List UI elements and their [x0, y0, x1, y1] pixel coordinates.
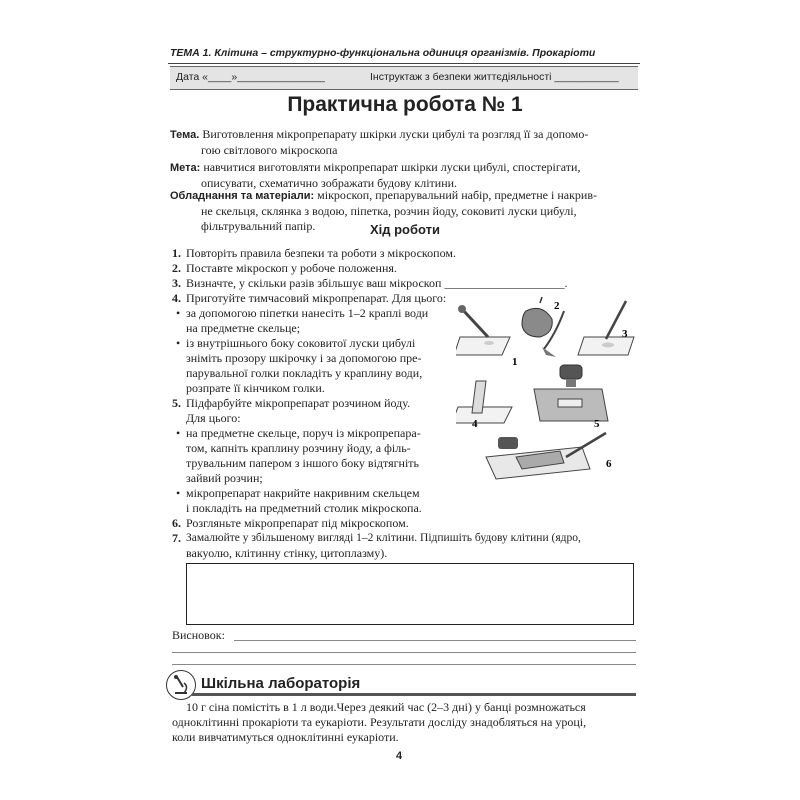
- topic-header: ТЕМА 1. Клітина – структурно-функціональна одиниця організмів. Прокаріоти: [170, 47, 596, 59]
- step-text: парувальної голки покладіть у краплину води,: [186, 366, 423, 380]
- step-text: і покладіть на предметний столик мікроскопа.: [186, 501, 422, 515]
- answer-line: [172, 652, 636, 653]
- bullet: •: [176, 486, 181, 500]
- answer-line: [234, 640, 636, 641]
- step-text: за допомогою піпетки нанесіть 1–2 краплі води: [186, 306, 429, 320]
- lab-text: 10 г сіна помістіть в 1 л води.Через деякий час (2–3 дні) у банці розмножаться: [186, 700, 586, 714]
- figure-label-3: 3: [622, 328, 628, 340]
- step-text: Повторіть правила безпеки та роботи з мікроскопом.: [186, 246, 456, 260]
- answer-line: [172, 664, 636, 665]
- equipment-label: Обладнання та матеріали:: [170, 190, 315, 202]
- step-number: 2.: [172, 261, 181, 275]
- step-text: зніміть прозору шкірочку і за допомогою пре-: [186, 351, 422, 365]
- bullet: •: [176, 306, 181, 320]
- procedure-illustration: [456, 297, 638, 482]
- theme-text: Виготовлення мікропрепарату шкірки луски цибулі та розгляд її за допомо-: [199, 127, 589, 141]
- step-text: із внутрішнього боку соковитої луски цибулі: [186, 336, 416, 350]
- bullet: •: [176, 336, 181, 350]
- figure-label-6: 6: [606, 458, 612, 470]
- conclusion-label: Висновок:: [172, 628, 225, 642]
- theme-paragraph: [170, 127, 640, 158]
- step-text: Розгляньте мікропрепарат під мікроскопом.: [186, 516, 409, 530]
- step-text: Приготуйте тимчасовий мікропрепарат. Для цього:: [186, 291, 447, 305]
- equipment-text: мікроскоп, препарувальний набір, предметне і накрив-: [314, 188, 597, 202]
- step-text: зайвий розчин;: [186, 471, 263, 485]
- school-lab-rule: [192, 693, 636, 696]
- steps-heading: Хід роботи: [369, 222, 441, 237]
- info-bar: [170, 66, 638, 90]
- step-text: Для цього:: [186, 411, 241, 425]
- step-text: на предметне скельце;: [186, 321, 301, 335]
- safety-briefing-field: Інструктаж з безпеки життєдіяльності ___________: [370, 71, 619, 83]
- step-number: 4.: [172, 291, 181, 305]
- lab-text: коли вивчатимуться одноклітинні еукаріоти.: [172, 730, 399, 744]
- goal-label: Мета:: [170, 162, 201, 174]
- step-number: 7.: [172, 531, 181, 545]
- step-text: Поставте мікроскоп у робоче положення.: [186, 261, 397, 275]
- school-lab-title: Шкільна лабораторія: [201, 675, 361, 692]
- bullet: •: [176, 426, 181, 440]
- theme-text-cont: гою світлового мікроскопа: [201, 143, 338, 157]
- header-divider: [168, 63, 640, 64]
- step-text: вакуолю, клітинну стінку, цитоплазму).: [186, 546, 388, 560]
- cover-glass-figure: [456, 381, 512, 423]
- onion-figure: [522, 297, 552, 337]
- lab-text: одноклітинні прокаріоти та еукаріоти. Результати досліду знадобляться на уроці,: [172, 715, 587, 729]
- figure-label-1: 1: [512, 356, 518, 368]
- date-field: Дата «____»_______________: [176, 71, 325, 83]
- step-number: 1.: [172, 246, 181, 260]
- microscope-stage-figure: [534, 365, 608, 421]
- drawing-area: [186, 563, 634, 625]
- filter-paper-figure: [486, 433, 606, 479]
- theme-label: Тема.: [170, 129, 200, 141]
- goal-text: навчитися виготовляти мікропрепарат шкірки луски цибулі, спостерігати,: [200, 160, 581, 174]
- figure-label-2: 2: [554, 300, 560, 312]
- figure-label-5: 5: [594, 418, 600, 430]
- step-number: 5.: [172, 396, 181, 410]
- step-number: 3.: [172, 276, 181, 290]
- step-text: Замалюйте у збільшеному вигляді 1–2 клітини. Підпишіть будову клітини (ядро,: [186, 532, 581, 544]
- step-text: том, капніть краплину розчину йоду, а філь-: [186, 441, 411, 455]
- goal-paragraph: [170, 160, 640, 191]
- step-text: Підфарбуйте мікропрепарат розчином йоду.: [186, 396, 411, 410]
- equipment-text-cont: не скельця, склянка з водою, піпетка, розчин йоду, соковиті луски цибулі,: [201, 204, 577, 218]
- page-number: 4: [396, 750, 403, 762]
- step-text: на предметне скельце, поруч із мікропрепара-: [186, 426, 421, 440]
- step-text: Визначте, у скільки разів збільшує ваш мікроскоп ____________________.: [186, 276, 568, 290]
- step-number: 6.: [172, 516, 181, 530]
- slide-pipette-figure: [456, 305, 510, 355]
- step-text: мікропрепарат накрийте накривним скельцем: [186, 486, 420, 500]
- page-title: Практична робота № 1: [287, 93, 523, 116]
- step-text: трувальним папером з іншого боку відтягніть: [186, 456, 420, 470]
- step-text: розпрате її кінчиком голки.: [186, 381, 325, 395]
- figure-label-4: 4: [472, 418, 478, 430]
- equipment-text-cont: фільтрувальний папір.: [201, 219, 316, 233]
- goal-text-cont: описувати, схематично зображати будову клітини.: [201, 176, 458, 190]
